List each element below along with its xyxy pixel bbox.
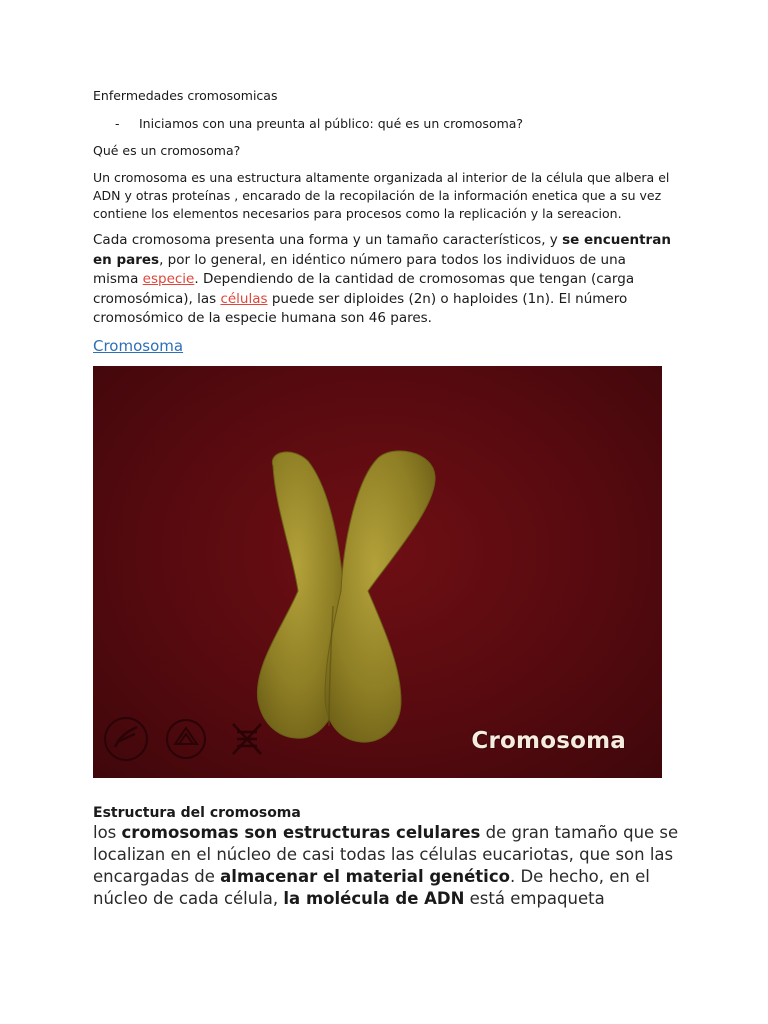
- structure-bold-2: almacenar el material genético: [220, 867, 510, 886]
- figure-caption: Cromosoma: [471, 728, 626, 754]
- logo-seal-mark: [175, 728, 197, 744]
- cada-text-2: , por lo general, en idéntico número para todos los individuos de una misma: [93, 251, 626, 287]
- cada-text-3: . Dependiendo de la cantidad de cromosomas que tengan (carga cromosómica), las: [93, 271, 635, 307]
- structure-text-3: . De hecho, en el núcleo de cada célula,: [93, 867, 650, 908]
- bullet-text: Iniciamos con una preunta al público: qué es un cromosoma?: [139, 116, 524, 131]
- bullet-dash: -: [115, 116, 120, 131]
- structure-text-2: de gran tamaño que se localizan en el núcleo de casi todas las células eucariotas, que son las encargadas de: [93, 823, 679, 886]
- structure-bold-3: la molécula de ADN: [283, 889, 465, 908]
- celulas-link[interactable]: células: [220, 290, 268, 307]
- structure-paragraph: [93, 822, 683, 910]
- agency-logos-icon: [101, 714, 271, 764]
- logo-seal-ring: [167, 720, 205, 758]
- cromosoma-link[interactable]: Cromosoma: [93, 337, 184, 355]
- logo-group: [101, 714, 271, 768]
- bullet-item: [115, 115, 523, 133]
- chromosome-figure: [93, 366, 662, 778]
- structure-text-1: los: [93, 823, 122, 842]
- cada-text-1: Cada cromosoma presenta una forma y un tamaño característicos, y: [93, 232, 563, 248]
- structure-heading: Estructura del cromosoma: [93, 805, 301, 821]
- structure-bold-1: cromosomas son estructuras celulares: [121, 823, 481, 842]
- structure-text-4: está empaqueta: [464, 889, 605, 908]
- especie-link[interactable]: especie: [142, 271, 195, 287]
- cada-text-4: puede ser diploides (2n) o haploides (1n). El número cromosómico de la especie humana son 46 pares.: [93, 290, 628, 326]
- question-heading: Qué es un cromosoma?: [93, 143, 241, 158]
- cada-paragraph: [93, 231, 673, 329]
- document-title: Enfermedades cromosomicas: [93, 88, 278, 103]
- logo-hhs-mark: [115, 727, 137, 747]
- cada-bold-pairs: se encuentran en pares: [93, 232, 671, 268]
- logo-helix-mark: [233, 724, 261, 754]
- definition-paragraph: Un cromosoma es una estructura altamente organizada al interior de la célula que albera el ADN y otras proteínas , encarado de la recopilación de la información enetica que a su vez contiene los elementos necesarios para procesos como la replicación y la sereacion.: [93, 170, 670, 221]
- chromatid-right: [325, 451, 435, 742]
